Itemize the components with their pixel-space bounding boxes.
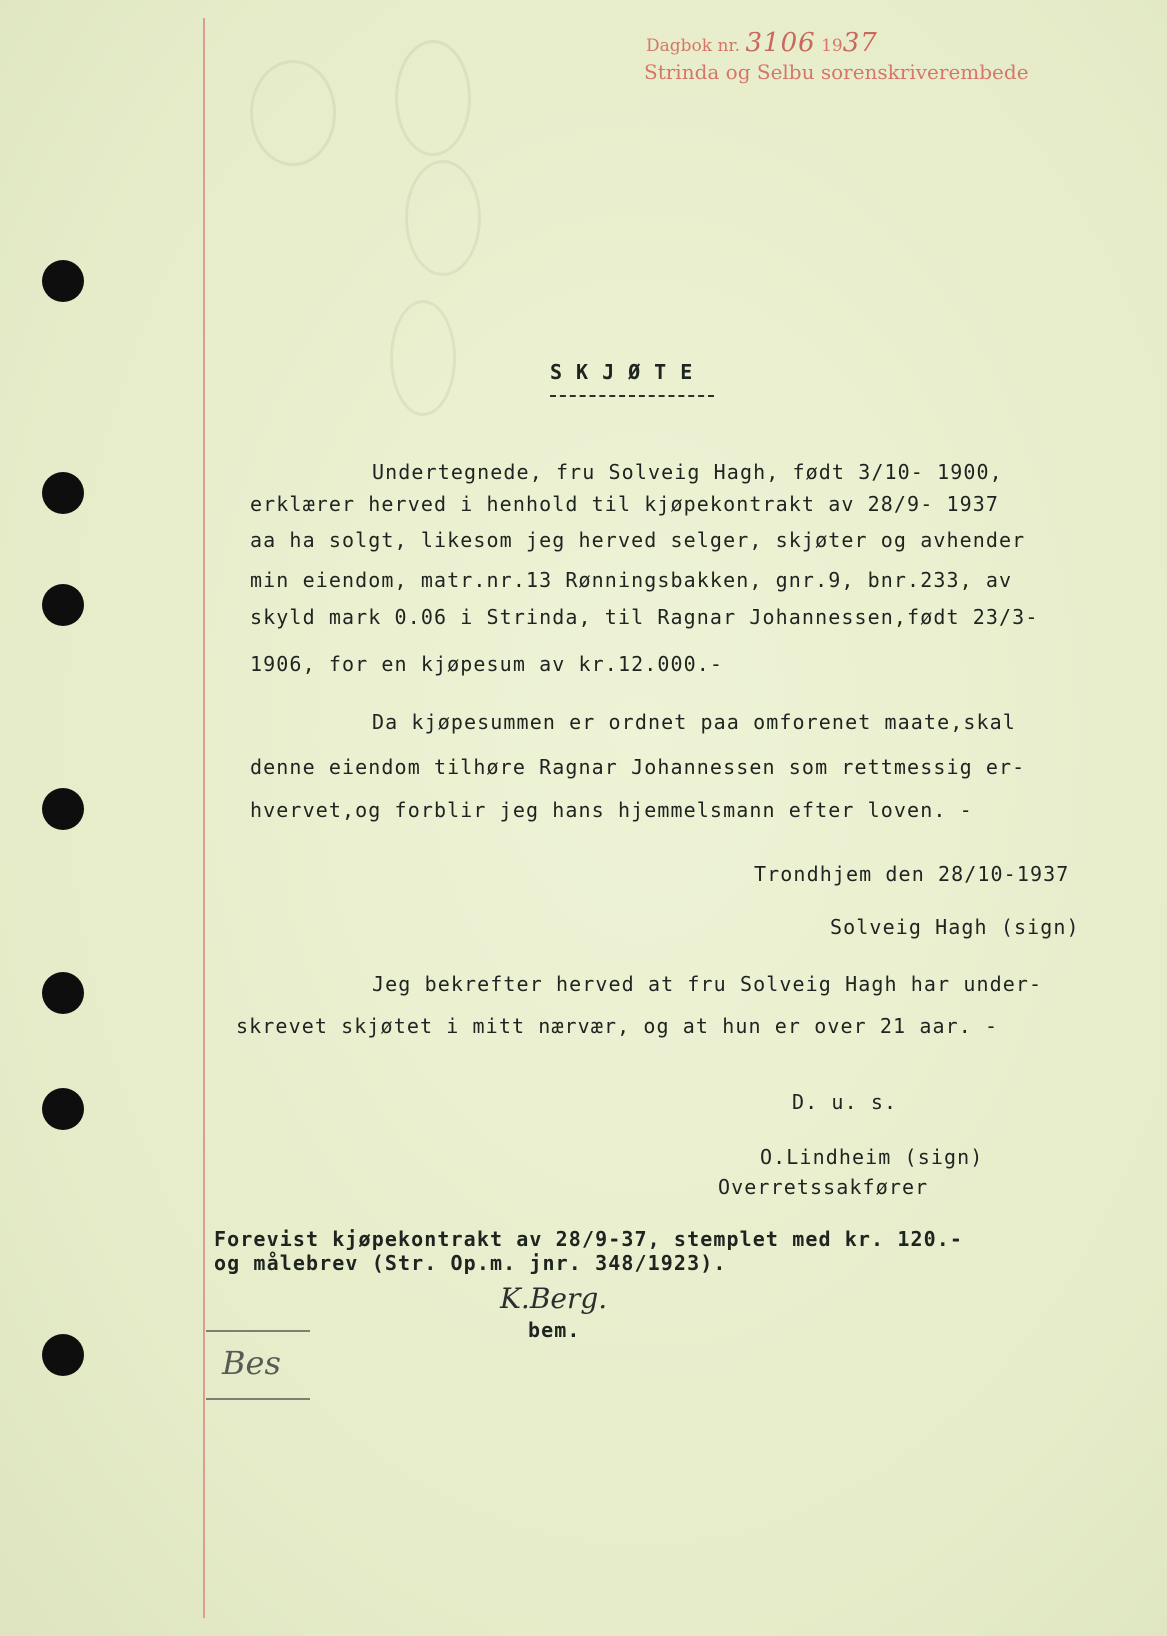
punch-hole bbox=[42, 1088, 84, 1130]
journal-prefix: Dagbok nr. bbox=[646, 36, 741, 56]
journal-stamp bbox=[646, 28, 878, 58]
punch-hole bbox=[42, 972, 84, 1014]
punch-hole bbox=[42, 584, 84, 626]
lawyer-title: Overretssakfører bbox=[718, 1175, 929, 1199]
bem-note: bem. bbox=[528, 1318, 581, 1342]
body-line: denne eiendom tilhøre Ragnar Johannessen som rettmessig er- bbox=[250, 755, 1026, 779]
journal-year-hand: 37 bbox=[842, 28, 878, 58]
body-line: Undertegnede, fru Solveig Hagh, født 3/10- 1900, bbox=[372, 460, 1003, 484]
ghost-impression bbox=[395, 40, 471, 156]
body-line: skyld mark 0.06 i Strinda, til Ragnar Johannessen,født 23/3- bbox=[250, 605, 1039, 629]
initials-signature: K.Berg. bbox=[500, 1282, 608, 1315]
ghost-impression bbox=[405, 160, 481, 276]
journal-number: 3106 bbox=[745, 28, 816, 58]
place-date: Trondhjem den 28/10-1937 bbox=[754, 862, 1070, 886]
journal-year-printed: 19 bbox=[821, 36, 843, 56]
body-line: aa ha solgt, likesom jeg herved selger, skjøter og avhender bbox=[250, 528, 1026, 552]
lawyer-signature: O.Lindheim (sign) bbox=[760, 1145, 984, 1169]
pencil-mark: Bes bbox=[222, 1344, 281, 1382]
witness-line: Jeg bekrefter herved at fru Solveig Hagh har under- bbox=[372, 972, 1043, 996]
body-line: min eiendom, matr.nr.13 Rønningsbakken, gnr.9, bnr.233, av bbox=[250, 568, 1013, 592]
body-line: hvervet,og forblir jeg hans hjemmelsmann efter loven. - bbox=[250, 798, 973, 822]
title-underline bbox=[550, 395, 714, 397]
registry-note-line: og målebrev (Str. Op.m. jnr. 348/1923). bbox=[214, 1251, 727, 1275]
witness-line: skrevet skjøtet i mitt nærvær, og at hun er over 21 aar. - bbox=[236, 1014, 999, 1038]
seller-signature: Solveig Hagh (sign) bbox=[830, 915, 1080, 939]
body-line: erklærer herved i henhold til kjøpekontrakt av 28/9- 1937 bbox=[250, 492, 1000, 516]
document-title: SKJØTE bbox=[550, 360, 707, 384]
ghost-impression bbox=[390, 300, 456, 416]
dus-closing: D. u. s. bbox=[792, 1090, 898, 1114]
punch-hole bbox=[42, 1334, 84, 1376]
body-line: 1906, for en kjøpesum av kr.12.000.- bbox=[250, 652, 724, 676]
punch-hole bbox=[42, 472, 84, 514]
punch-hole bbox=[42, 788, 84, 830]
punch-hole bbox=[42, 260, 84, 302]
body-line: Da kjøpesummen er ordnet paa omforenet maate,skal bbox=[372, 710, 1016, 734]
margin-line bbox=[203, 18, 205, 1618]
office-name: Strinda og Selbu sorenskriverembede bbox=[644, 60, 1029, 84]
registry-note-line: Forevist kjøpekontrakt av 28/9-37, stemplet med kr. 120.- bbox=[214, 1227, 964, 1251]
ghost-impression bbox=[250, 60, 336, 166]
